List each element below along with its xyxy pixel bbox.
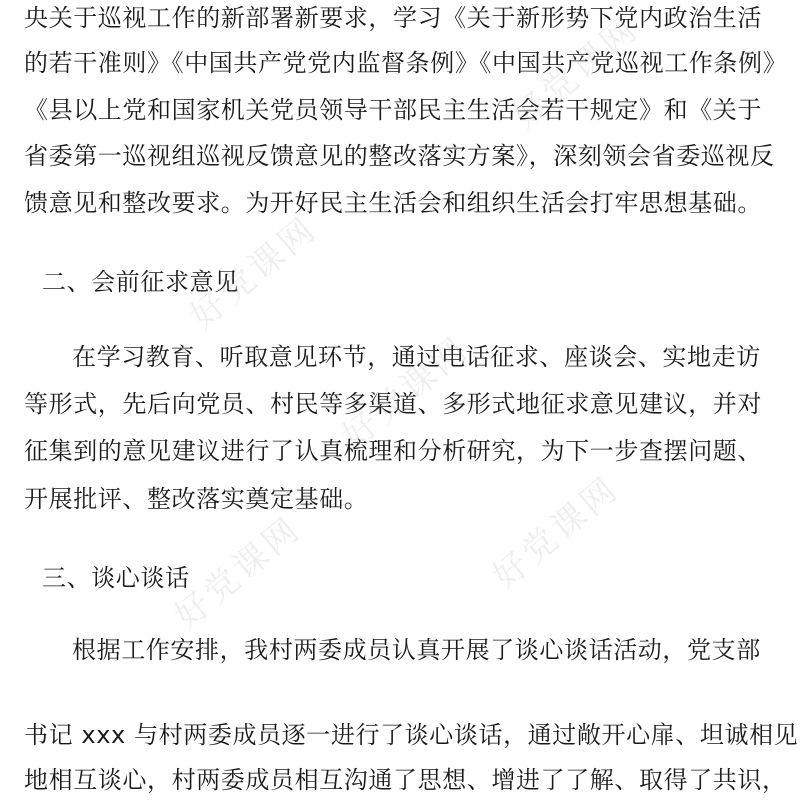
watermark-logo: 好党课网 xyxy=(505,8,648,137)
paragraph-line: 央关于巡视工作的新部署新要求，学习《关于新形势下党内政治生活 xyxy=(24,4,762,32)
paragraph-line: 的若干准则》《中国共产党党内监督条例》《中国共产党巡视工作条例》 xyxy=(24,49,788,77)
paragraph-line: 地相互谈心，村两委成员相互沟通了思想、增进了了解、取得了共识， xyxy=(24,766,787,794)
paragraph-line: 根据工作安排，我村两委成员认真开展了谈心谈话活动，党支部 xyxy=(72,636,761,664)
watermark-logo: 好党课网 xyxy=(485,468,628,597)
paragraph-line: 等形式，先后向党员、村民等多渠道、多形式地征求意见建议，并对 xyxy=(24,390,762,418)
paragraph-line: 书记 xxx 与村两委成员逐一进行了谈心谈话，通过敞开心扉、坦诚相见 xyxy=(24,721,799,749)
paragraph-line: 在学习教育、听取意见环节，通过电话征求、座谈会、实地走访 xyxy=(72,343,761,371)
section-heading-3: 三、谈心谈话 xyxy=(42,564,190,592)
watermark-logo: 好党课网 xyxy=(183,208,326,337)
paragraph-line: 《县以上党和国家机关党员领导干部民主生活会若干规定》和《关于 xyxy=(24,96,762,124)
paragraph-line: 馈意见和整改要求。为开好民主生活会和组织生活会打牢思想基础。 xyxy=(24,189,762,217)
watermark-logo: 好党课网 xyxy=(335,328,478,457)
watermark-logo: 好党课网 xyxy=(167,508,310,637)
paragraph-line: 省委第一巡视组巡视反馈意见的整改落实方案》，深刻领会省委巡视反 xyxy=(24,142,775,170)
paragraph-line: 开展批评、整改落实奠定基础。 xyxy=(24,485,369,513)
paragraph-line: 征集到的意见建议进行了认真梳理和分析研究，为下一步查摆问题、 xyxy=(24,437,762,465)
section-heading-2: 二、会前征求意见 xyxy=(42,268,239,296)
